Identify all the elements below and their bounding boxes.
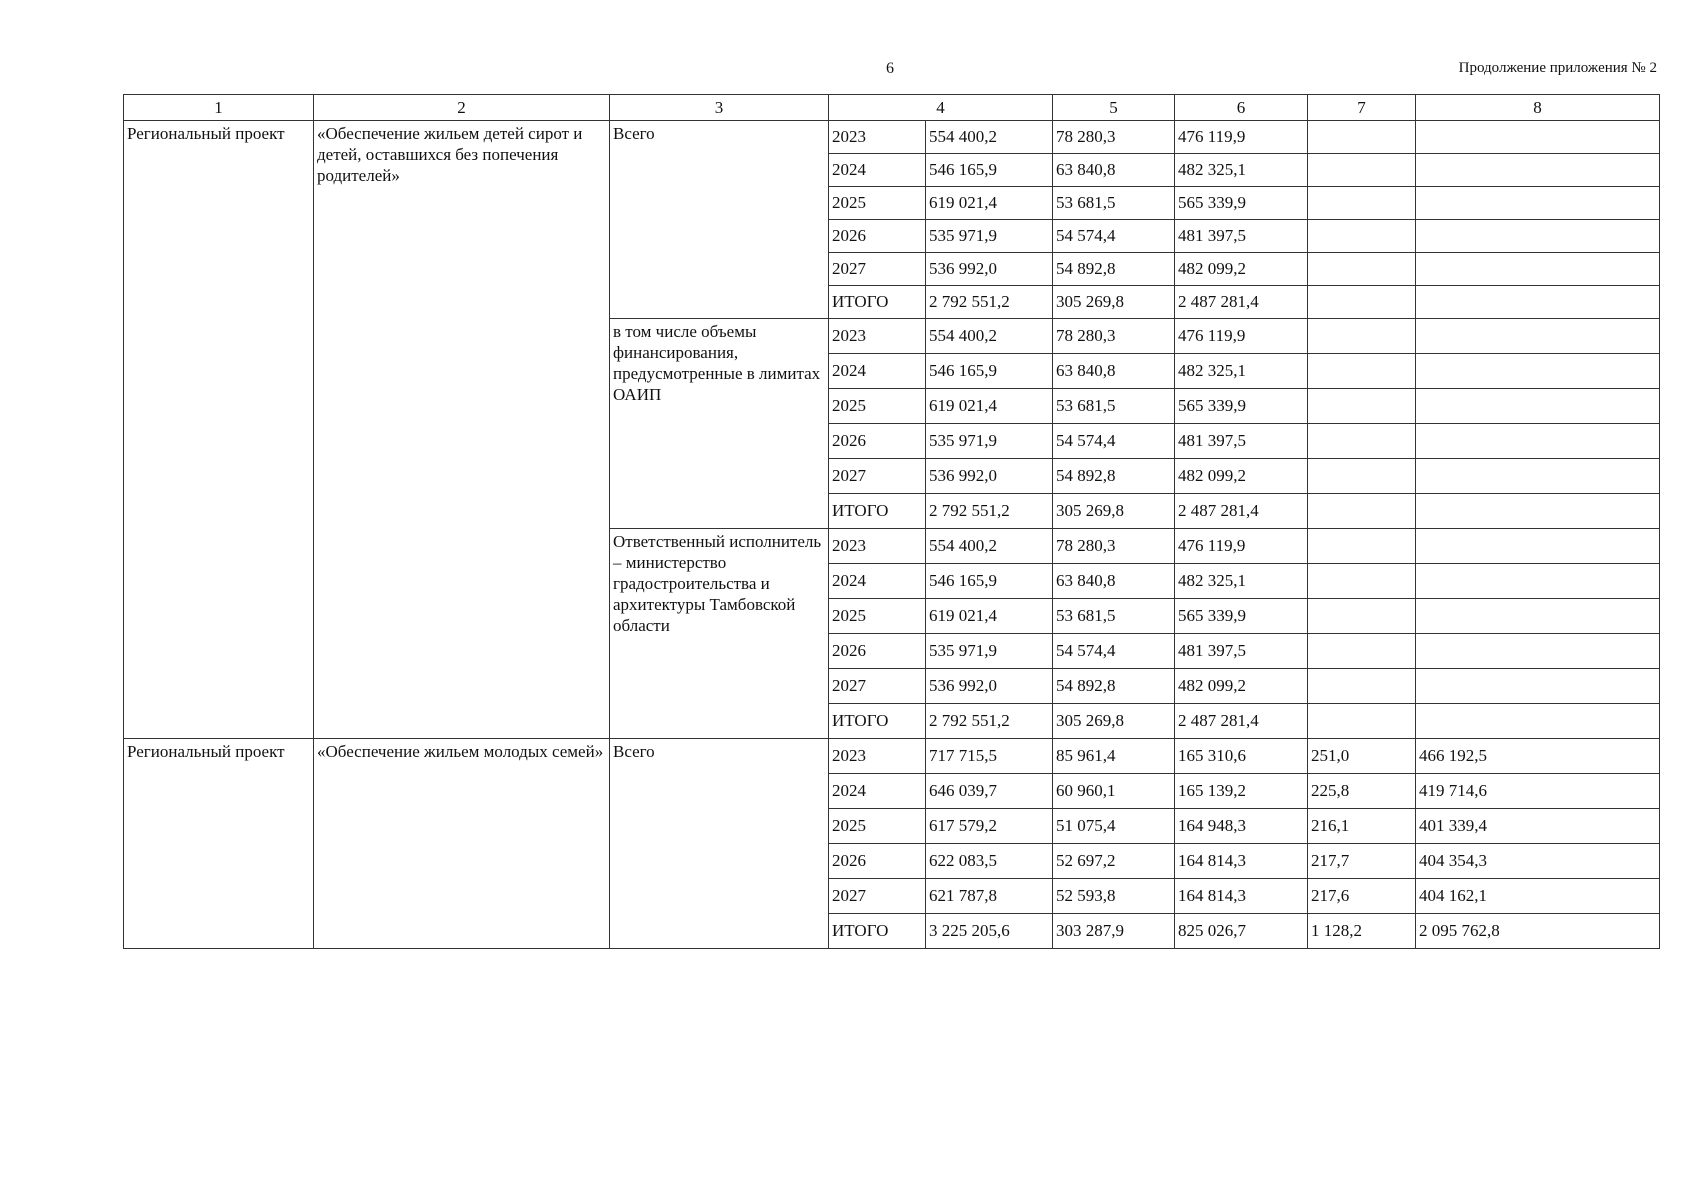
value-col8-cell bbox=[1416, 459, 1660, 494]
year-cell: 2024 bbox=[829, 154, 926, 187]
project-type-cell: Региональный проект bbox=[124, 121, 314, 739]
value-col8-cell: 466 192,5 bbox=[1416, 739, 1660, 774]
value-col4-cell: 546 165,9 bbox=[926, 154, 1053, 187]
value-col7-cell bbox=[1308, 529, 1416, 564]
value-col5-cell: 78 280,3 bbox=[1053, 319, 1175, 354]
value-col8-cell: 419 714,6 bbox=[1416, 774, 1660, 809]
value-col8-cell: 404 354,3 bbox=[1416, 844, 1660, 879]
value-col7-cell bbox=[1308, 286, 1416, 319]
year-cell: 2024 bbox=[829, 354, 926, 389]
value-col6-cell: 164 814,3 bbox=[1175, 879, 1308, 914]
value-col8-cell bbox=[1416, 253, 1660, 286]
year-cell: 2025 bbox=[829, 389, 926, 424]
value-col6-cell: 476 119,9 bbox=[1175, 121, 1308, 154]
year-cell: ИТОГО bbox=[829, 286, 926, 319]
value-col7-cell bbox=[1308, 319, 1416, 354]
value-col7-cell: 225,8 bbox=[1308, 774, 1416, 809]
value-col8-cell bbox=[1416, 634, 1660, 669]
year-cell: 2027 bbox=[829, 459, 926, 494]
value-col7-cell: 216,1 bbox=[1308, 809, 1416, 844]
column-header-1: 1 bbox=[124, 95, 314, 121]
value-col4-cell: 535 971,9 bbox=[926, 424, 1053, 459]
value-col8-cell bbox=[1416, 529, 1660, 564]
value-col5-cell: 54 892,8 bbox=[1053, 459, 1175, 494]
value-col7-cell bbox=[1308, 424, 1416, 459]
funding-group-label: Ответственный исполнитель – министерство градостроительства и архитектуры Тамбовской области bbox=[610, 529, 829, 739]
value-col5-cell: 53 681,5 bbox=[1053, 389, 1175, 424]
value-col6-cell: 2 487 281,4 bbox=[1175, 704, 1308, 739]
column-header-2: 2 bbox=[314, 95, 610, 121]
value-col6-cell: 481 397,5 bbox=[1175, 424, 1308, 459]
value-col6-cell: 565 339,9 bbox=[1175, 187, 1308, 220]
value-col6-cell: 2 487 281,4 bbox=[1175, 494, 1308, 529]
value-col4-cell: 2 792 551,2 bbox=[926, 286, 1053, 319]
value-col5-cell: 63 840,8 bbox=[1053, 154, 1175, 187]
table-body bbox=[124, 121, 1660, 949]
value-col7-cell bbox=[1308, 564, 1416, 599]
table-row bbox=[124, 739, 1660, 774]
year-cell: 2023 bbox=[829, 319, 926, 354]
value-col5-cell: 52 593,8 bbox=[1053, 879, 1175, 914]
value-col5-cell: 78 280,3 bbox=[1053, 529, 1175, 564]
value-col5-cell: 305 269,8 bbox=[1053, 286, 1175, 319]
value-col7-cell: 217,6 bbox=[1308, 879, 1416, 914]
value-col4-cell: 554 400,2 bbox=[926, 121, 1053, 154]
value-col7-cell bbox=[1308, 599, 1416, 634]
appendix-label: Продолжение приложения № 2 bbox=[1458, 60, 1657, 76]
value-col7-cell bbox=[1308, 354, 1416, 389]
value-col4-cell: 717 715,5 bbox=[926, 739, 1053, 774]
value-col8-cell: 2 095 762,8 bbox=[1416, 914, 1660, 949]
value-col8-cell bbox=[1416, 319, 1660, 354]
value-col4-cell: 646 039,7 bbox=[926, 774, 1053, 809]
value-col6-cell: 825 026,7 bbox=[1175, 914, 1308, 949]
value-col7-cell bbox=[1308, 220, 1416, 253]
value-col7-cell: 1 128,2 bbox=[1308, 914, 1416, 949]
column-number-header-row bbox=[124, 95, 1660, 121]
value-col5-cell: 303 287,9 bbox=[1053, 914, 1175, 949]
value-col5-cell: 63 840,8 bbox=[1053, 354, 1175, 389]
value-col6-cell: 565 339,9 bbox=[1175, 599, 1308, 634]
value-col8-cell bbox=[1416, 494, 1660, 529]
value-col4-cell: 617 579,2 bbox=[926, 809, 1053, 844]
value-col4-cell: 621 787,8 bbox=[926, 879, 1053, 914]
value-col4-cell: 536 992,0 bbox=[926, 669, 1053, 704]
value-col8-cell bbox=[1416, 599, 1660, 634]
value-col4-cell: 546 165,9 bbox=[926, 564, 1053, 599]
value-col7-cell bbox=[1308, 121, 1416, 154]
value-col6-cell: 481 397,5 bbox=[1175, 220, 1308, 253]
value-col8-cell bbox=[1416, 669, 1660, 704]
value-col8-cell: 401 339,4 bbox=[1416, 809, 1660, 844]
value-col4-cell: 2 792 551,2 bbox=[926, 494, 1053, 529]
value-col5-cell: 60 960,1 bbox=[1053, 774, 1175, 809]
funding-group-label: в том числе объемы финансирования, предусмотренные в лимитах ОАИП bbox=[610, 319, 829, 529]
year-cell: ИТОГО bbox=[829, 914, 926, 949]
value-col7-cell bbox=[1308, 253, 1416, 286]
value-col5-cell: 54 892,8 bbox=[1053, 669, 1175, 704]
value-col6-cell: 476 119,9 bbox=[1175, 529, 1308, 564]
value-col4-cell: 622 083,5 bbox=[926, 844, 1053, 879]
page-number: 6 bbox=[886, 60, 894, 77]
value-col6-cell: 165 310,6 bbox=[1175, 739, 1308, 774]
table-row bbox=[124, 121, 1660, 154]
value-col5-cell: 54 892,8 bbox=[1053, 253, 1175, 286]
value-col5-cell: 51 075,4 bbox=[1053, 809, 1175, 844]
year-cell: ИТОГО bbox=[829, 704, 926, 739]
value-col8-cell bbox=[1416, 424, 1660, 459]
value-col6-cell: 476 119,9 bbox=[1175, 319, 1308, 354]
value-col4-cell: 554 400,2 bbox=[926, 529, 1053, 564]
value-col6-cell: 482 325,1 bbox=[1175, 354, 1308, 389]
value-col5-cell: 85 961,4 bbox=[1053, 739, 1175, 774]
value-col5-cell: 53 681,5 bbox=[1053, 599, 1175, 634]
value-col7-cell bbox=[1308, 187, 1416, 220]
project-type-cell: Региональный проект bbox=[124, 739, 314, 949]
value-col8-cell bbox=[1416, 187, 1660, 220]
project-name-cell: «Обеспечение жильем молодых семей» bbox=[314, 739, 610, 949]
column-header-6: 6 bbox=[1175, 95, 1308, 121]
value-col4-cell: 619 021,4 bbox=[926, 187, 1053, 220]
column-header-5: 5 bbox=[1053, 95, 1175, 121]
value-col6-cell: 482 099,2 bbox=[1175, 253, 1308, 286]
value-col4-cell: 535 971,9 bbox=[926, 634, 1053, 669]
value-col6-cell: 164 948,3 bbox=[1175, 809, 1308, 844]
value-col6-cell: 482 099,2 bbox=[1175, 459, 1308, 494]
value-col6-cell: 165 139,2 bbox=[1175, 774, 1308, 809]
funding-group-label: Всего bbox=[610, 739, 829, 949]
value-col6-cell: 482 325,1 bbox=[1175, 564, 1308, 599]
value-col6-cell: 482 099,2 bbox=[1175, 669, 1308, 704]
value-col5-cell: 54 574,4 bbox=[1053, 220, 1175, 253]
value-col5-cell: 54 574,4 bbox=[1053, 424, 1175, 459]
value-col8-cell bbox=[1416, 154, 1660, 187]
value-col4-cell: 2 792 551,2 bbox=[926, 704, 1053, 739]
value-col7-cell bbox=[1308, 389, 1416, 424]
value-col5-cell: 54 574,4 bbox=[1053, 634, 1175, 669]
financing-table bbox=[123, 94, 1660, 949]
value-col6-cell: 565 339,9 bbox=[1175, 389, 1308, 424]
year-cell: 2023 bbox=[829, 529, 926, 564]
value-col4-cell: 3 225 205,6 bbox=[926, 914, 1053, 949]
value-col6-cell: 482 325,1 bbox=[1175, 154, 1308, 187]
value-col5-cell: 53 681,5 bbox=[1053, 187, 1175, 220]
year-cell: 2027 bbox=[829, 669, 926, 704]
year-cell: 2027 bbox=[829, 879, 926, 914]
year-cell: 2025 bbox=[829, 599, 926, 634]
value-col7-cell bbox=[1308, 704, 1416, 739]
year-cell: 2024 bbox=[829, 564, 926, 599]
year-cell: 2025 bbox=[829, 187, 926, 220]
year-cell: 2025 bbox=[829, 809, 926, 844]
column-header-3: 3 bbox=[610, 95, 829, 121]
value-col4-cell: 619 021,4 bbox=[926, 389, 1053, 424]
value-col4-cell: 546 165,9 bbox=[926, 354, 1053, 389]
value-col5-cell: 305 269,8 bbox=[1053, 494, 1175, 529]
value-col7-cell: 217,7 bbox=[1308, 844, 1416, 879]
value-col6-cell: 481 397,5 bbox=[1175, 634, 1308, 669]
value-col6-cell: 164 814,3 bbox=[1175, 844, 1308, 879]
value-col5-cell: 63 840,8 bbox=[1053, 564, 1175, 599]
value-col8-cell bbox=[1416, 286, 1660, 319]
year-cell: 2027 bbox=[829, 253, 926, 286]
value-col6-cell: 2 487 281,4 bbox=[1175, 286, 1308, 319]
value-col7-cell bbox=[1308, 459, 1416, 494]
funding-group-label: Всего bbox=[610, 121, 829, 319]
value-col8-cell bbox=[1416, 564, 1660, 599]
value-col8-cell bbox=[1416, 220, 1660, 253]
value-col8-cell bbox=[1416, 704, 1660, 739]
value-col4-cell: 554 400,2 bbox=[926, 319, 1053, 354]
column-header-7: 7 bbox=[1308, 95, 1416, 121]
value-col7-cell bbox=[1308, 154, 1416, 187]
value-col8-cell bbox=[1416, 121, 1660, 154]
project-name-cell: «Обеспечение жильем детей сирот и детей, оставшихся без попечения родителей» bbox=[314, 121, 610, 739]
value-col4-cell: 536 992,0 bbox=[926, 459, 1053, 494]
value-col4-cell: 536 992,0 bbox=[926, 253, 1053, 286]
year-cell: 2026 bbox=[829, 634, 926, 669]
value-col7-cell bbox=[1308, 634, 1416, 669]
value-col4-cell: 535 971,9 bbox=[926, 220, 1053, 253]
column-header-8: 8 bbox=[1416, 95, 1660, 121]
value-col8-cell bbox=[1416, 389, 1660, 424]
value-col8-cell bbox=[1416, 354, 1660, 389]
year-cell: 2026 bbox=[829, 220, 926, 253]
value-col5-cell: 305 269,8 bbox=[1053, 704, 1175, 739]
year-cell: 2023 bbox=[829, 739, 926, 774]
column-header-4: 4 bbox=[829, 95, 1053, 121]
value-col7-cell: 251,0 bbox=[1308, 739, 1416, 774]
value-col4-cell: 619 021,4 bbox=[926, 599, 1053, 634]
value-col5-cell: 52 697,2 bbox=[1053, 844, 1175, 879]
year-cell: 2026 bbox=[829, 424, 926, 459]
year-cell: 2024 bbox=[829, 774, 926, 809]
value-col7-cell bbox=[1308, 669, 1416, 704]
value-col5-cell: 78 280,3 bbox=[1053, 121, 1175, 154]
year-cell: ИТОГО bbox=[829, 494, 926, 529]
year-cell: 2026 bbox=[829, 844, 926, 879]
value-col8-cell: 404 162,1 bbox=[1416, 879, 1660, 914]
value-col7-cell bbox=[1308, 494, 1416, 529]
year-cell: 2023 bbox=[829, 121, 926, 154]
